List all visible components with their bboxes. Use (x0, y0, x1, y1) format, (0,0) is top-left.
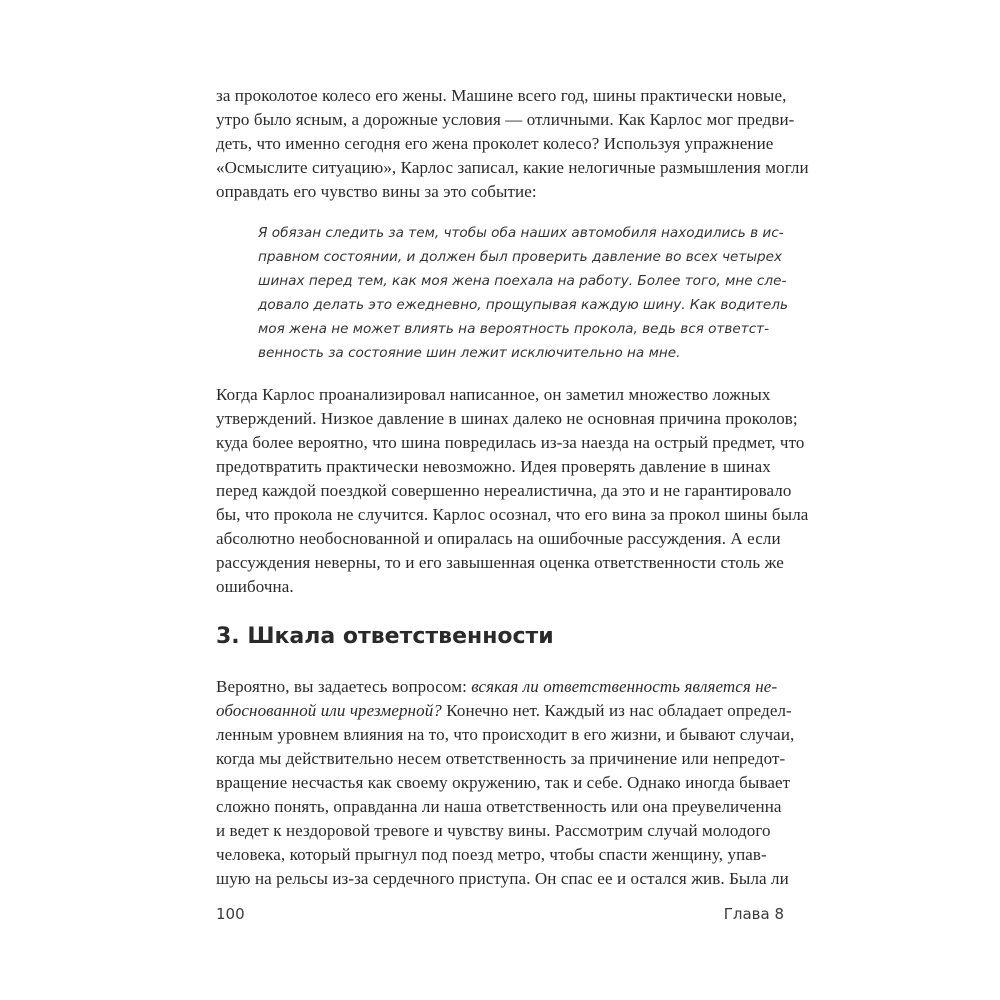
quote-line: шинах перед тем, как моя жена поехала на работу. Более того, мне сле- (258, 273, 787, 289)
text-line: бы, что прокола не случится. Карлос осознал, что его вина за прокол шины была (216, 505, 809, 524)
text-line: перед каждой поездкой совершенно нереалистична, да это и не гарантировало (216, 481, 792, 500)
text-line: абсолютно необоснованной и опиралась на ошибочные рассуждения. А если (216, 529, 781, 548)
text-run: Конечно нет. Каждый из нас обладает определ- (441, 701, 792, 720)
text-line: когда мы действительно несем ответственность за причинение или непредот- (216, 749, 786, 768)
italic-run: обоснованной или чрезмерной? (216, 701, 442, 720)
text-line: вращение несчастья как своему окружению, так и себе. Однако иногда бывает (216, 773, 791, 792)
italic-run: всякая ли ответственность является не- (471, 677, 778, 696)
text-line: ленным уровнем влияния на то, что происходит в его жизни, и бывают случаи, (216, 725, 795, 744)
quote-line: довало делать это ежедневно, прощупывая каждую шину. Как водитель (258, 297, 788, 313)
quote-line: Я обязан следить за тем, чтобы оба наших автомобиля находились в ис- (258, 225, 784, 241)
text-line: за проколотое колесо его жены. Машине всего год, шины практически новые, (216, 86, 787, 105)
text-line (216, 701, 792, 721)
text-line (216, 677, 777, 697)
text-line: шую на рельсы из-за сердечного приступа. Он спас ее и остался жив. Была ли (216, 869, 789, 888)
text-line: предотвратить практически невозможно. Идея проверять давление в шинах (216, 457, 771, 476)
quote-line: венность за состояние шин лежит исключительно на мне. (258, 345, 681, 361)
chapter-label: Глава 8 (723, 905, 784, 923)
text-line: ошибочна. (216, 577, 294, 596)
text-line: и ведет к нездоровой тревоге и чувству вины. Рассмотрим случай молодого (216, 821, 771, 840)
text-line: утверждений. Низкое давление в шинах далеко не основная причина проколов; (216, 409, 798, 428)
text-line: сложно понять, оправданна ли наша ответственность или она преувеличенна (216, 797, 782, 816)
text-line: человека, который прыгнул под поезд метро, чтобы спасти женщину, упав- (216, 845, 767, 864)
text-line: Когда Карлос проанализировал написанное, он заметил множество ложных (216, 385, 771, 404)
text-line: деть, что именно сегодня его жена проколет колесо? Используя упражнение (216, 134, 774, 153)
text-line: рассуждения неверны, то и его завышенная оценка ответственности столь же (216, 553, 784, 572)
text-line: оправдать его чувство вины за это событие: (216, 182, 537, 201)
text-line: куда более вероятно, что шина повредилась из-за наезда на острый предмет, что (216, 433, 805, 452)
text-run: Вероятно, вы задаетесь вопросом: (216, 677, 472, 696)
quote-line: моя жена не может влиять на вероятность прокола, ведь вся ответст- (258, 321, 770, 337)
text-line: «Осмыслите ситуацию», Карлос записал, какие нелогичные размышления могли (216, 158, 809, 177)
section-heading: 3. Шкала ответственности (216, 624, 554, 649)
page-number: 100 (216, 905, 245, 923)
text-line: утро было ясным, а дорожные условия — отличными. Как Карлос мог предви- (216, 110, 795, 129)
quote-line: правном состоянии, и должен был проверить давление во всех четырех (258, 249, 783, 265)
